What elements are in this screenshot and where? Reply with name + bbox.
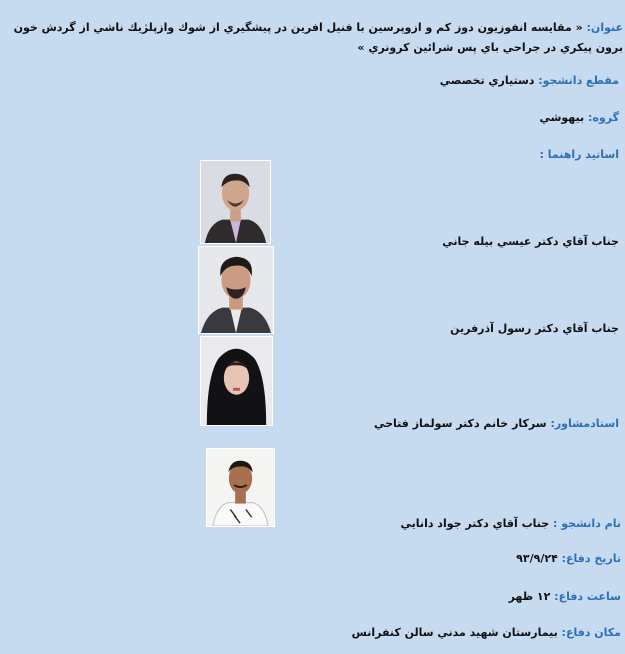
advisor-row (374, 417, 619, 430)
degree-row (440, 74, 619, 87)
supervisors-label: اساتيد راهنما : (539, 148, 619, 161)
thesis-title (3, 18, 623, 58)
time-row (509, 590, 621, 603)
group-label: گروه: (588, 111, 619, 124)
time-value: ۱۲ ظهر (508, 590, 551, 603)
advisor-label: استادمشاور: (550, 417, 619, 430)
student-row (401, 517, 621, 530)
supervisor1-row (442, 235, 619, 248)
degree-label: مقطع دانشجو: (538, 74, 619, 87)
degree-value: دستياري تخصصي (439, 74, 535, 87)
student-label: نام دانشجو : (553, 517, 621, 530)
title-text: « مقايسه انفوزيون دوز کم و ازوپرسين با فنيل افرين در پيشگيري از شوك وازپلژيك ناشي از گردش خون برون پيکري در جراحي باي پس شرائين کرونري » (13, 21, 623, 54)
advisor-name: سرکار خانم دکتر سولماز فتاحي (374, 417, 547, 430)
time-label: ساعت دفاع: (554, 590, 621, 603)
date-value: ۹۳/۹/۲۴ (516, 552, 558, 565)
place-label: مکان دفاع: (561, 626, 621, 639)
supervisor2-row (450, 322, 619, 335)
place-row (352, 626, 621, 639)
title-label: عنوان: (586, 21, 623, 34)
date-label: تاريخ دفاع: (561, 552, 621, 565)
supervisor2-photo (198, 246, 274, 334)
group-row (539, 111, 619, 124)
student-photo (206, 448, 275, 527)
student-name: جناب آقاي دکتر جواد دانايي (400, 517, 550, 530)
supervisor2-name: جناب آقاي دکتر رسول آذرفرين (450, 322, 619, 335)
supervisor1-photo (200, 160, 271, 244)
supervisor1-name: جناب آقاي دکتر عيسي بيله جاني (442, 235, 619, 248)
place-value: بيمارستان شهيد مدني سالن کنفرانس (351, 626, 558, 639)
date-row (516, 552, 621, 565)
advisor-photo (200, 336, 273, 426)
group-value: بيهوشي (539, 111, 585, 124)
supervisors-label-row (540, 148, 619, 161)
